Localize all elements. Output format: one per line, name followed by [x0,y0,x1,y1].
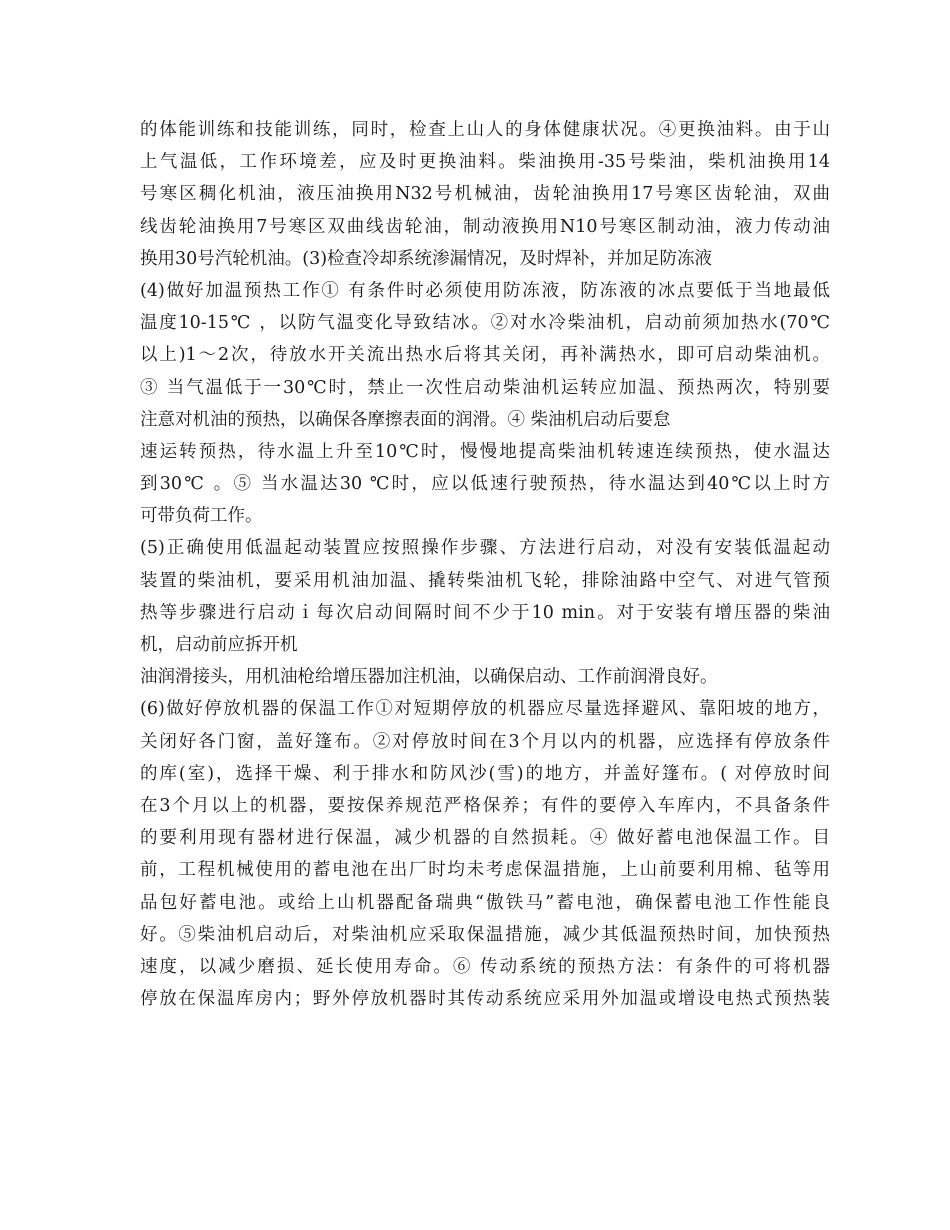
text-line: 上气温低，工作环境差，应及时更换油料。柴油换用-35号柴油，柴机油换用14 [140,152,830,173]
text-line: 速运转预热，待水温上升至10℃时，慢慢地提高柴油机转速连续预热，使水温达 [140,441,830,462]
text-line: 装置的柴油机，要采用机油加温、撬转柴油机飞轮，排除油路中空气、对进气管预 [140,570,830,591]
text-line: 可带负荷工作。 [140,506,263,527]
text-line: 关闭好各门窗，盖好篷布。②对停放时间在3个月以内的机器，应选择有停放条件 [140,731,830,752]
text-line: (6)做好停放机器的保温工作①对短期停放的机器应尽量选择避风、靠阳坡的地方， [140,699,830,720]
text-line: 线齿轮油换用7号寒区双曲线齿轮油，制动液换用N10号寒区制动油，液力传动油 [140,216,830,237]
text-line: 的体能训练和技能训练，同时，检查上山人的身体健康状况。④更换油料。由于山 [140,120,830,140]
text-line: 号寒区稠化机油，液压油换用N32号机械油，齿轮油换用17号寒区齿轮油，双曲 [140,184,830,205]
text-line: 的要利用现有器材进行保温，减少机器的自然损耗。④ 做好蓄电池保温工作。目 [140,828,830,849]
text-line: (5)正确使用低温起动装置应按照操作步骤、方法进行启动，对没有安装低温起动 [140,538,830,559]
text-line: 好。⑤柴油机启动后，对柴油机应采取保温措施，减少其低温预热时间，加快预热 [140,924,830,945]
text-line: (4)做好加温预热工作① 有条件时必须使用防冻液，防冻液的冰点要低于当地最低 [140,280,830,301]
text-line: 的库(室)，选择干燥、利于排水和防风沙(雪)的地方，并盖好篷布。( 对停放时间 [140,763,830,784]
text-line: 换用30号汽轮机油。(3)检查冷却系统渗漏情况，及时焊补，并加足防冻液 [140,248,713,269]
text-line: 热等步骤进行启动ｉ每次启动间隔时间不少于10 min。对于安装有增压器的柴油 [140,602,830,623]
text-line: 温度10-15℃ ，以防气温变化导致结冰。②对水冷柴油机，启动前须加热水(70℃ [140,313,830,334]
body-text [140,114,830,1015]
text-line: 到30℃ 。⑤ 当水温达30 ℃时，应以低速行驶预热，待水温达到40℃以上时方 [140,474,830,495]
text-line: 前，工程机械使用的蓄电池在出厂时均未考虑保温措施，上山前要利用棉、毡等用 [140,860,830,881]
text-line: ③ 当气温低于一30℃时，禁止一次性启动柴油机运转应加温、预热两次，特别要 [140,377,830,398]
text-line: 注意对机油的预热，以确保各摩擦表面的润滑。④ 柴油机启动后要怠 [140,409,671,430]
text-line: 速度，以减少磨损、延长使用寿命。⑥ 传动系统的预热方法：有条件的可将机器 [140,956,830,977]
text-line: 在3个月以上的机器，要按保养规范严格保养；有件的要停入车库内，不具备条件 [140,795,830,816]
text-line: 以上)1～2次，待放水开关流出热水后将其关闭，再补满热水，即可启动柴油机。 [140,345,830,366]
text-line: 油润滑接头，用机油枪给增压器加注机油，以确保启动、工作前润滑良好。 [140,667,718,688]
text-line: 品包好蓄电池。或给上山机器配备瑞典“傲铁马”蓄电池，确保蓄电池工作性能良 [140,892,830,913]
text-line: 停放在保温库房内；野外停放机器时其传动系统应采用外加温或增设电热式预热装 [140,989,830,1010]
text-line: 机，启动前应拆开机 [140,635,298,655]
